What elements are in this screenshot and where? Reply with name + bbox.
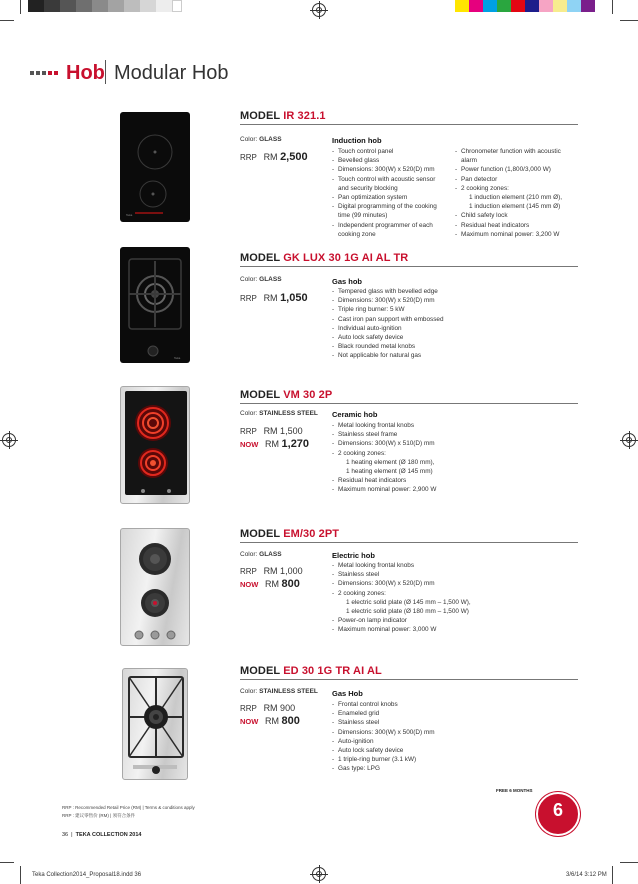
model-rule: [240, 266, 578, 267]
now-price: NOW RM 800: [240, 715, 300, 727]
feature-item: - 2 cooking zones:: [455, 184, 585, 193]
color-swatch: [483, 0, 497, 12]
color-swatch: [553, 0, 567, 12]
color-swatch: [567, 0, 581, 12]
footnote-cn: RRP : 建议零售价 (RM) | 须符合条件: [62, 813, 136, 818]
feature-item: 1 heating element (Ø 145 mm): [346, 468, 433, 476]
gray-swatch: [44, 0, 60, 12]
now-price: NOW RM 1,270: [240, 438, 310, 450]
feature-item: 1 induction element (210 mm Ø),: [469, 194, 563, 202]
model-title: MODEL IR 321.1: [240, 110, 326, 122]
color-swatch: [525, 0, 539, 12]
page-footer: 36 | TEKA COLLECTION 2014: [62, 832, 142, 838]
product-image-em-30: [120, 528, 190, 646]
gray-swatch: [76, 0, 92, 12]
feature-item: - Cast iron pan support with embossed: [332, 315, 482, 324]
gray-swatch: [172, 0, 182, 12]
feature-list: [332, 561, 502, 635]
feature-item: - Power-on lamp indicator: [332, 616, 502, 625]
feature-item: - Residual heat indicators: [455, 221, 585, 230]
gray-swatch: [92, 0, 108, 12]
product-type: Gas Hob: [332, 689, 363, 698]
product-type: Induction hob: [332, 136, 382, 145]
crop-mark: [620, 20, 638, 21]
feature-item: - Dimensions: 300(W) x 510(D) mm: [332, 439, 482, 448]
feature-item: - Metal looking frontal knobs: [332, 421, 482, 430]
badge-label: FREE 6 MONTHS: [496, 788, 533, 793]
model-rule: [240, 124, 578, 125]
feature-item: cooking zone: [338, 230, 376, 238]
feature-item: - Enameled grid: [332, 709, 482, 718]
crop-mark: [0, 862, 14, 863]
rrp-price: RRP RM 1,500: [240, 426, 303, 436]
feature-item: - Chronometer function with acoustic: [455, 147, 585, 156]
feature-item: - Maximum nominal power: 2,900 W: [332, 485, 482, 494]
gray-swatch: [124, 0, 140, 12]
gray-swatch: [108, 0, 124, 12]
product-image-ir-321: [120, 112, 190, 222]
feature-item: - Dimensions: 300(W) x 500(D) mm: [332, 728, 482, 737]
feature-list: [332, 700, 482, 774]
color-swatch: [455, 0, 469, 12]
feature-list: [332, 421, 482, 495]
feature-item: - Stainless steel: [332, 570, 502, 579]
rrp-amount-value: 2,500: [280, 151, 308, 163]
feature-list: [455, 147, 585, 239]
color-swatch: [497, 0, 511, 12]
color-line: Color: GLASS: [240, 136, 282, 143]
slug-date: 3/6/14 3:12 PM: [566, 872, 607, 878]
feature-item: - Touch control with acoustic sensor: [332, 175, 462, 184]
rrp-amount: RM: [263, 152, 281, 162]
crop-mark: [0, 20, 14, 21]
feature-item: - Black rounded metal knobs: [332, 342, 482, 351]
feature-item: 1 induction element (145 mm Ø): [469, 203, 561, 211]
feature-item: - Maximum nominal power: 3,200 W: [455, 230, 585, 239]
crop-mark: [20, 0, 21, 14]
gray-swatch: [156, 0, 172, 12]
color-swatch: [539, 0, 553, 12]
crop-mark: [612, 866, 613, 884]
feature-item: - Metal looking frontal knobs: [332, 561, 502, 570]
feature-item: - Tempered glass with bevelled edge: [332, 287, 482, 296]
feature-item: 1 heating element (Ø 180 mm),: [346, 458, 435, 466]
feature-item: - Stainless steel: [332, 718, 482, 727]
color-swatch: [469, 0, 483, 12]
rrp-price: RRP RM 2,500: [240, 151, 308, 163]
product-type: Gas hob: [332, 277, 363, 286]
registration-mark-icon: [312, 867, 326, 881]
registration-mark-icon: [2, 433, 16, 447]
model-rule: [240, 542, 578, 543]
color-line: Color: GLASS: [240, 551, 282, 558]
section-title: Hob: [66, 62, 105, 84]
section-subtitle: Modular Hob: [114, 62, 229, 84]
gray-swatch: [60, 0, 76, 12]
feature-item: - Auto lock safety device: [332, 746, 482, 755]
feature-item: 1 electric solid plate (Ø 180 mm – 1,500 W): [346, 608, 469, 616]
product-type: Ceramic hob: [332, 410, 378, 419]
page-number: 36: [62, 832, 69, 838]
feature-item: - Auto lock safety device: [332, 333, 482, 342]
product-image-vm-30: [120, 386, 190, 504]
svg-text:Teka: Teka: [126, 213, 133, 217]
rrp-price: RRP RM 900: [240, 703, 296, 713]
feature-item: - Dimensions: 300(W) x 520(D) mm: [332, 579, 502, 588]
gray-swatch: [140, 0, 156, 12]
feature-item: - Child safety lock: [455, 211, 585, 220]
feature-item: - Maximum nominal power: 3,000 W: [332, 625, 502, 634]
registration-mark-icon: [312, 3, 326, 17]
feature-item: - Pan detector: [455, 175, 585, 184]
registration-mark-icon: [622, 433, 636, 447]
header-dots: [30, 71, 58, 75]
color-swatch: [511, 0, 525, 12]
color-line: Color: GLASS: [240, 276, 282, 283]
badge-number: 6: [552, 800, 563, 820]
color-swatch: [581, 0, 595, 12]
feature-item: - Pan optimization system: [332, 193, 462, 202]
slug-file: Teka Collection2014_Proposal18.indd 36: [32, 872, 142, 878]
feature-item: - Not applicable for natural gas: [332, 351, 482, 360]
feature-item: - 2 cooking zones:: [332, 449, 482, 458]
model-title: MODEL EM/30 2PT: [240, 528, 340, 540]
footnote-en: RRP : Recommended Retail Price (RM) | Terms & conditions apply: [62, 805, 195, 810]
color-line: Color: STAINLESS STEEL: [240, 410, 318, 417]
feature-item: time (99 minutes): [338, 212, 388, 220]
feature-item: 1 electric solid plate (Ø 145 mm – 1,500 W),: [346, 598, 471, 606]
model-title: MODEL VM 30 2P: [240, 389, 333, 401]
rrp-price: RRP RM 1,000: [240, 566, 303, 576]
crop-mark: [20, 866, 21, 884]
feature-item: - 1 triple-ring burner (3.1 kW): [332, 755, 482, 764]
collection-name: TEKA COLLECTION 2014: [75, 832, 142, 838]
feature-item: - Auto-ignition: [332, 737, 482, 746]
model-title: MODEL ED 30 1G TR AI AL: [240, 665, 382, 677]
feature-item: - Residual heat indicators: [332, 476, 482, 485]
feature-item: - Individual auto-ignition: [332, 324, 482, 333]
model-rule: [240, 403, 578, 404]
product-image-ed-30: [122, 668, 188, 780]
model-title: MODEL GK LUX 30 1G AI AL TR: [240, 252, 409, 264]
feature-item: - Frontal control knobs: [332, 700, 482, 709]
now-price: NOW RM 800: [240, 578, 300, 590]
feature-item: - Triple ring burner: 5 kW: [332, 305, 482, 314]
feature-list: [332, 147, 462, 239]
feature-item: - Touch control panel: [332, 147, 462, 156]
product-image-gk-lux: [120, 247, 190, 363]
crop-mark: [620, 862, 638, 863]
feature-item: - Stainless steel frame: [332, 430, 482, 439]
product-type: Electric hob: [332, 551, 375, 560]
feature-item: - 2 cooking zones:: [332, 589, 502, 598]
feature-item: - Digital programming of the cooking: [332, 202, 462, 211]
color-line: Color: STAINLESS STEEL: [240, 688, 318, 695]
model-rule: [240, 679, 578, 680]
svg-text:Teka: Teka: [174, 356, 181, 360]
crop-mark: [612, 0, 613, 14]
feature-item: - Dimensions: 300(W) x 520(D) mm: [332, 296, 482, 305]
rrp-price: RRP RM 1,050: [240, 292, 308, 304]
feature-item: - Independent programmer of each: [332, 221, 462, 230]
header-divider: [105, 60, 106, 84]
feature-item: - Bevelled glass: [332, 156, 462, 165]
feature-item: alarm: [461, 157, 477, 165]
feature-item: - Power function (1,800/3,000 W): [455, 165, 585, 174]
feature-list: [332, 287, 482, 361]
feature-item: - Gas type: LPG: [332, 764, 482, 773]
gray-swatch: [28, 0, 44, 12]
feature-item: and security blocking: [338, 184, 398, 192]
feature-item: - Dimensions: 300(W) x 520(D) mm: [332, 165, 462, 174]
